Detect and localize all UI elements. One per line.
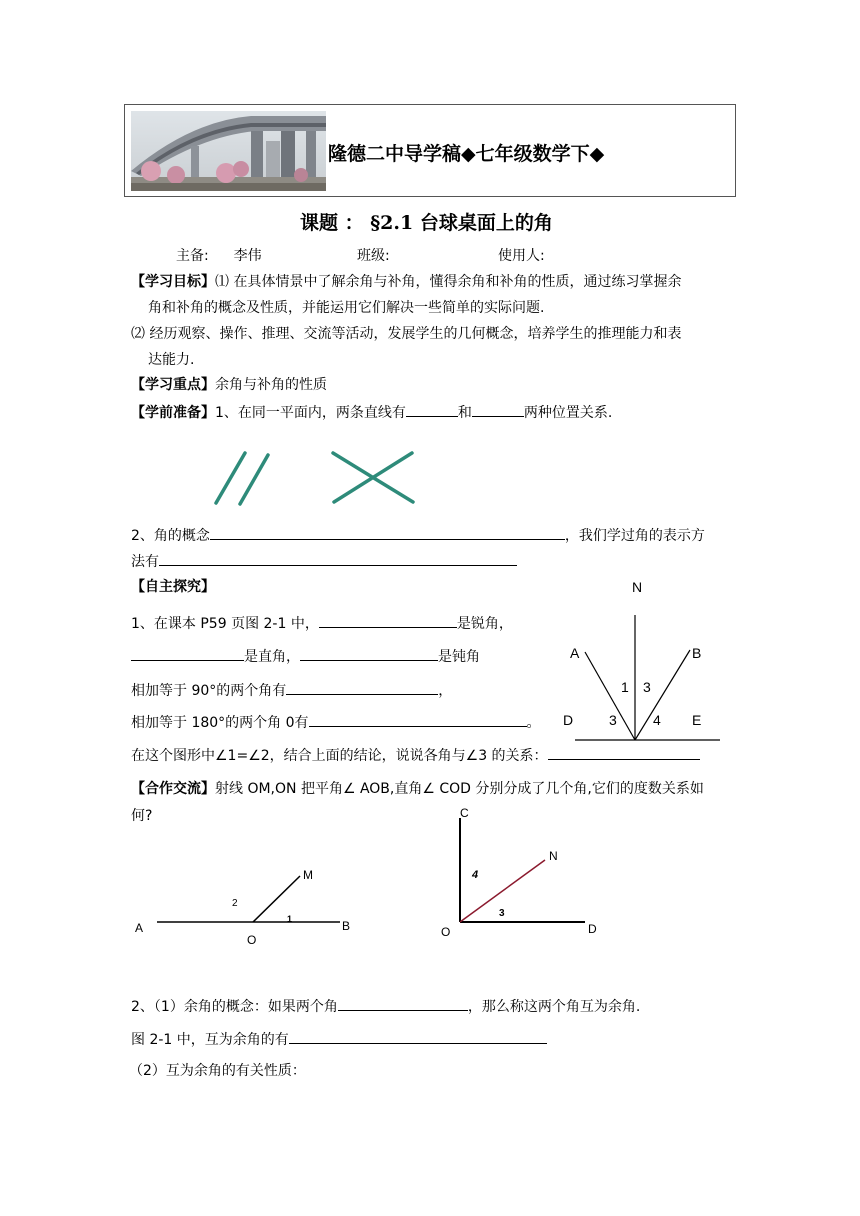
blank-angle-notation[interactable] [159, 550, 517, 566]
explore-q3-text: 相加等于 90°的两个角有 [131, 683, 287, 699]
prep-label: 【学前准备】 [131, 405, 215, 421]
explore-q5-text: 在这个图形中∠1=∠2，结合上面的结论，说说各角与∠3 的关系： [131, 748, 548, 764]
key-point-line [131, 375, 327, 395]
doc-title-name: 台球桌面上的角 [419, 212, 553, 234]
blank-sum-180[interactable] [309, 711, 527, 727]
coop-line-2: 何? [131, 808, 153, 824]
explore-q2-a: 是直角， [244, 649, 300, 665]
label-m: M [303, 868, 313, 882]
blank-prep-2[interactable] [472, 401, 524, 417]
header-title: 隆德二中导学稿◆七年级数学下◆ [328, 143, 605, 165]
explore-q1-b: 是锐角， [456, 616, 513, 632]
explore-q4-text: 相加等于 180°的两个角 0有 [131, 715, 309, 731]
label-o: O [247, 933, 257, 947]
coop-line-1 [131, 779, 704, 799]
concept-text-a: 2、角的概念 [131, 528, 210, 544]
complement-line-2 [131, 1028, 547, 1050]
goals-line-4: 达能力. [148, 352, 195, 368]
angle-figure-aob [125, 860, 365, 955]
concept-line-1 [131, 524, 705, 546]
explore-q2-b: 是钝角 [438, 649, 480, 665]
explore-q3 [131, 679, 452, 701]
explore-q3-end: ， [438, 683, 453, 699]
label-c: C [460, 806, 469, 820]
explore-label: 【自主探究】 [131, 579, 215, 595]
coop-label: 【合作交流】 [131, 781, 215, 797]
complement-text-b: ，那么称这两个角互为余角. [467, 999, 641, 1015]
explore-q1 [131, 612, 513, 634]
explore-q4-end: 。 [526, 715, 541, 731]
key-point-label: 【学习重点】 [131, 377, 215, 393]
author-name: 李伟 [233, 248, 262, 264]
label-angle-1: 1 [287, 914, 293, 924]
parallel-line-2 [240, 455, 268, 504]
label-e: E [692, 712, 702, 728]
goals-label: 【学习目标】 [131, 274, 215, 290]
label-b: B [692, 645, 702, 661]
ray-om [253, 876, 300, 922]
label-angle-1: 1 [621, 679, 629, 695]
blank-complement-def[interactable] [338, 995, 468, 1011]
label-a: A [570, 645, 580, 661]
complement-text-2: 图 2-1 中，互为余角的有 [131, 1032, 289, 1048]
prep-text-b: 和 [457, 405, 472, 421]
doc-title-section: §2.1 [370, 212, 414, 234]
goals-line-2: 角和补角的概念及性质，并能运用它们解决一些简单的实际问题. [148, 300, 545, 316]
label-d: D [588, 922, 597, 936]
complement-text-a: 2、（1）余角的概念：如果两个角 [131, 999, 338, 1015]
explore-q4 [131, 711, 541, 733]
blank-sum-90[interactable] [286, 679, 438, 695]
concept-text-2: 法有 [131, 554, 159, 570]
label-angle-4: 4 [472, 869, 479, 881]
author-label: 主备: [176, 248, 209, 264]
label-n: N [549, 849, 558, 863]
angle-figure-cod [435, 800, 610, 945]
prep-line [131, 401, 612, 423]
complement-line-3: （2）互为余角的有关性质： [129, 1063, 306, 1079]
meta-line [176, 246, 262, 266]
blank-prep-1[interactable] [406, 401, 458, 417]
angle-figure-nab [555, 575, 735, 750]
blank-angle-concept[interactable] [210, 524, 565, 540]
concept-line-2 [131, 550, 517, 572]
doc-title [300, 208, 553, 235]
blank-complement-pairs[interactable] [289, 1028, 547, 1044]
label-angle-2: 2 [232, 898, 238, 909]
blank-obtuse[interactable] [300, 645, 438, 661]
label-a: A [135, 921, 144, 935]
label-n: N [632, 579, 643, 595]
label-angle-4: 4 [653, 712, 661, 728]
goals-line-3: ⑵ 经历观察、操作、推理、交流等活动，发展学生的几何概念，培养学生的推理能力和表 [131, 326, 682, 342]
goals-line-1 [131, 272, 681, 292]
doc-title-prefix: 课题 ： [300, 212, 364, 234]
complement-line-1 [131, 995, 640, 1017]
coop-text-1: 射线 OM,ON 把平角∠ AOB,直角∠ COD 分别分成了几个角,它们的度数关系如 [215, 781, 704, 797]
key-point-text: 余角与补角的性质 [215, 377, 327, 393]
user-label: 使用人: [498, 248, 545, 264]
class-label: 班级: [357, 248, 390, 264]
parallel-line-1 [216, 453, 245, 503]
label-angle-3-top: 3 [643, 679, 651, 695]
label-angle-3: 3 [609, 712, 617, 728]
school-photo [131, 111, 326, 191]
ray-ob [635, 650, 690, 740]
label-o: O [441, 925, 451, 939]
label-b: B [342, 919, 351, 933]
prep-text-c: 两种位置关系. [523, 405, 613, 421]
explore-q2 [131, 645, 480, 667]
line-positions-figure [200, 445, 430, 515]
explore-q1-a: 1、在课本 P59 页图 2-1 中， [131, 616, 319, 632]
goals-text-1: ⑴ 在具体情景中了解余角与补角，懂得余角和补角的性质，通过练习掌握余 [215, 274, 682, 290]
prep-text-a: 1、在同一平面内，两条直线有 [215, 405, 406, 421]
label-angle-3: 3 [499, 908, 505, 919]
blank-acute[interactable] [319, 612, 457, 628]
concept-text-b: ，我们学过角的表示方 [564, 528, 705, 544]
blank-right[interactable] [131, 645, 244, 661]
label-d: D [563, 712, 574, 728]
